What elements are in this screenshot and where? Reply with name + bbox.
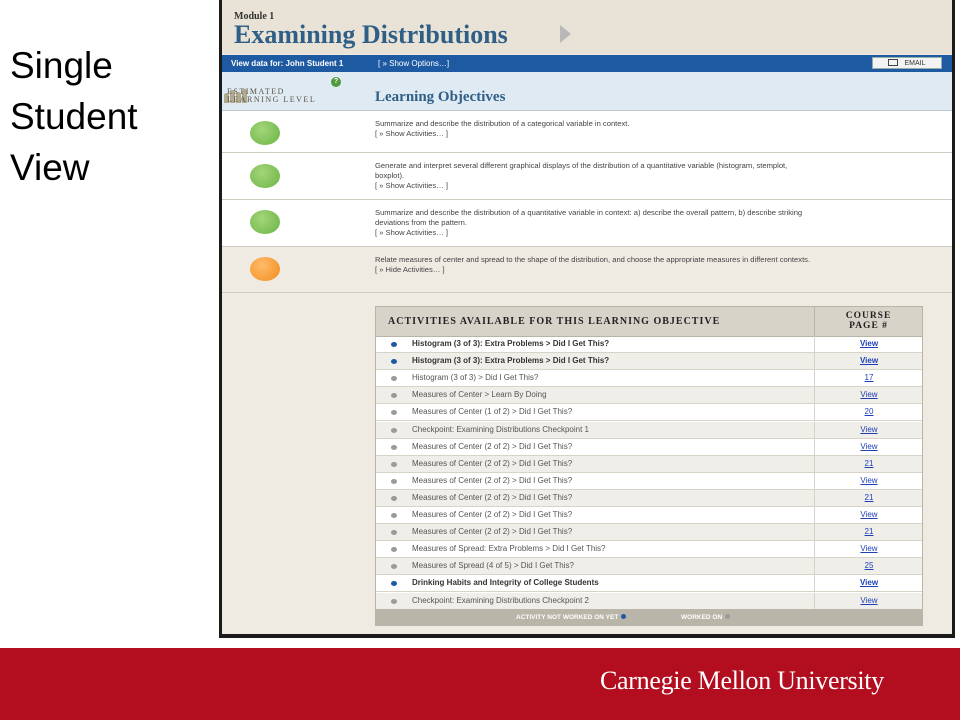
activities-header (376, 307, 922, 337)
email-label: EMAIL (904, 60, 926, 67)
activity-row (376, 558, 922, 575)
activity-name: Measures of Spread: Extra Problems > Did I Get This? (412, 544, 606, 554)
course-page-link[interactable]: View (814, 541, 923, 557)
show-activities-link[interactable]: [ » Show Activities… ] (375, 129, 449, 138)
activity-name: Histogram (3 of 3) > Did I Get This? (412, 373, 539, 383)
objective-row (222, 200, 952, 247)
activity-row (376, 404, 922, 421)
course-page-link[interactable]: View (814, 507, 923, 523)
not-worked-dot-icon (391, 342, 397, 347)
activity-row (376, 456, 922, 473)
activity-row (376, 507, 922, 524)
not-worked-dot-icon (391, 359, 397, 364)
slide-title (10, 40, 138, 193)
learning-level-indicator (250, 121, 280, 145)
course-page-link[interactable]: View (814, 353, 923, 369)
worked-dot-icon (391, 445, 397, 450)
worked-dot-icon (391, 393, 397, 398)
activity-name: Histogram (3 of 3): Extra Problems > Did I Get This? (412, 356, 610, 366)
activity-name: Measures of Center (2 of 2) > Did I Get This? (412, 458, 573, 468)
help-icon[interactable]: ? (331, 77, 341, 87)
activity-name: Measures of Center (2 of 2) > Did I Get This? (412, 527, 573, 537)
activity-row (376, 593, 922, 610)
not-worked-dot-icon (391, 581, 397, 586)
activity-name: Measures of Center > Learn By Doing (412, 390, 547, 400)
worked-dot-icon (725, 614, 730, 619)
course-page-link[interactable]: 25 (814, 558, 923, 574)
activity-row (376, 353, 922, 370)
course-page-link[interactable]: View (814, 593, 923, 609)
show-activities-link[interactable]: [ » Show Activities… ] (375, 181, 449, 190)
envelope-icon (888, 59, 898, 66)
legend-worked-label: WORKED ON (681, 614, 723, 621)
objective-text: Relate measures of center and spread to the shape of the distribution, and choose the appropriate measures in different contexts. (375, 255, 811, 264)
worked-dot-icon (391, 479, 397, 484)
activity-row (376, 541, 922, 558)
worked-dot-icon (391, 513, 397, 518)
module-header (222, 0, 952, 54)
activity-row (376, 370, 922, 387)
not-worked-dot-icon (621, 614, 626, 619)
activity-name: Measures of Center (1 of 2) > Did I Get This? (412, 407, 573, 417)
activity-row (376, 336, 922, 353)
learning-level-indicator (250, 164, 280, 188)
activity-row (376, 387, 922, 404)
learning-level-indicator (250, 257, 280, 281)
activity-row (376, 473, 922, 490)
estimated-learning-level-label: ESTIMATED LEARNING LEVEL (227, 87, 317, 104)
worked-dot-icon (391, 428, 397, 433)
dashboard-app (222, 0, 952, 634)
view-data-bar (222, 55, 952, 72)
next-arrow-icon[interactable] (560, 25, 571, 43)
activity-name: Measures of Spread (4 of 5) > Did I Get This? (412, 561, 574, 571)
activity-name: Checkpoint: Examining Distributions Checkpoint 1 (412, 424, 589, 434)
activities-header-title: ACTIVITIES AVAILABLE FOR THIS LEARNING OBJECTIVE (388, 316, 721, 327)
slide-title-line: Single (10, 45, 113, 86)
slide-title-line: Student (10, 96, 138, 137)
course-page-header: COURSE PAGE # (814, 307, 922, 336)
objective-text: Summarize and describe the distribution of a categorical variable in context. (375, 119, 630, 128)
activity-legend (376, 609, 922, 625)
module-title: Examining Distributions (234, 20, 508, 49)
activity-row (376, 439, 922, 456)
course-page-link[interactable]: View (814, 575, 923, 591)
course-page-link[interactable]: 21 (814, 524, 923, 540)
activities-panel (375, 306, 923, 626)
course-page-link[interactable]: View (814, 387, 923, 403)
objective-text: Generate and interpret several different graphical displays of the distribution of a quantitative variable (histogram, stemplot, boxplot). (375, 161, 788, 180)
learning-level-indicator (250, 210, 280, 234)
worked-dot-icon (391, 410, 397, 415)
worked-dot-icon (391, 599, 397, 604)
objective-row (222, 247, 952, 293)
activity-name: Measures of Center (2 of 2) > Did I Get This? (412, 475, 573, 485)
module-label: Module 1 (234, 11, 275, 22)
screenshot-frame (219, 0, 955, 638)
show-options-link[interactable]: [ » Show Options…] (378, 59, 450, 68)
activity-name: Measures of Center (2 of 2) > Did I Get This? (412, 441, 573, 451)
activity-row (376, 490, 922, 507)
activity-name: Measures of Center (2 of 2) > Did I Get This? (412, 510, 573, 519)
activity-name: Drinking Habits and Integrity of College Students (412, 578, 599, 588)
activity-name: Histogram (3 of 3): Extra Problems > Did I Get This? (412, 339, 610, 348)
course-page-link[interactable]: View (814, 336, 923, 352)
slide-title-line: View (10, 147, 90, 188)
objectives-header (222, 72, 952, 111)
worked-dot-icon (391, 547, 397, 552)
show-activities-link[interactable]: [ » Show Activities… ] (375, 228, 449, 237)
view-data-label: View data for: John Student 1 (231, 59, 344, 68)
activity-row (376, 422, 922, 439)
course-page-link[interactable]: View (814, 473, 923, 489)
course-page-link[interactable]: View (814, 422, 923, 438)
activity-name: Checkpoint: Examining Distributions Checkpoint 2 (412, 595, 589, 605)
course-page-link[interactable]: 21 (814, 456, 923, 472)
hide-activities-link[interactable]: [ » Hide Activities… ] (375, 265, 445, 274)
activity-row (376, 575, 922, 592)
course-page-link[interactable]: 17 (814, 370, 923, 386)
course-page-link[interactable]: 20 (814, 404, 923, 420)
learning-objectives-title: Learning Objectives (375, 89, 506, 105)
course-page-link[interactable]: 21 (814, 490, 923, 506)
course-page-link[interactable]: View (814, 439, 923, 455)
worked-dot-icon (391, 496, 397, 501)
worked-dot-icon (391, 376, 397, 381)
email-button[interactable] (872, 57, 942, 69)
activity-name: Measures of Center (2 of 2) > Did I Get This? (412, 492, 573, 502)
legend-not-worked-label: ACTIVITY NOT WORKED ON YET (516, 614, 619, 621)
objective-row (222, 153, 952, 200)
worked-dot-icon (391, 530, 397, 535)
university-logo: Carnegie Mellon University (600, 666, 884, 695)
footer-bar (0, 648, 960, 720)
worked-dot-icon (391, 564, 397, 569)
worked-dot-icon (391, 462, 397, 467)
objective-row (222, 111, 952, 153)
activity-row (376, 524, 922, 541)
objective-text: Summarize and describe the distribution of a quantitative variable in context: a) describe the overall pattern, b) describe striking deviations from the pattern. (375, 208, 803, 227)
